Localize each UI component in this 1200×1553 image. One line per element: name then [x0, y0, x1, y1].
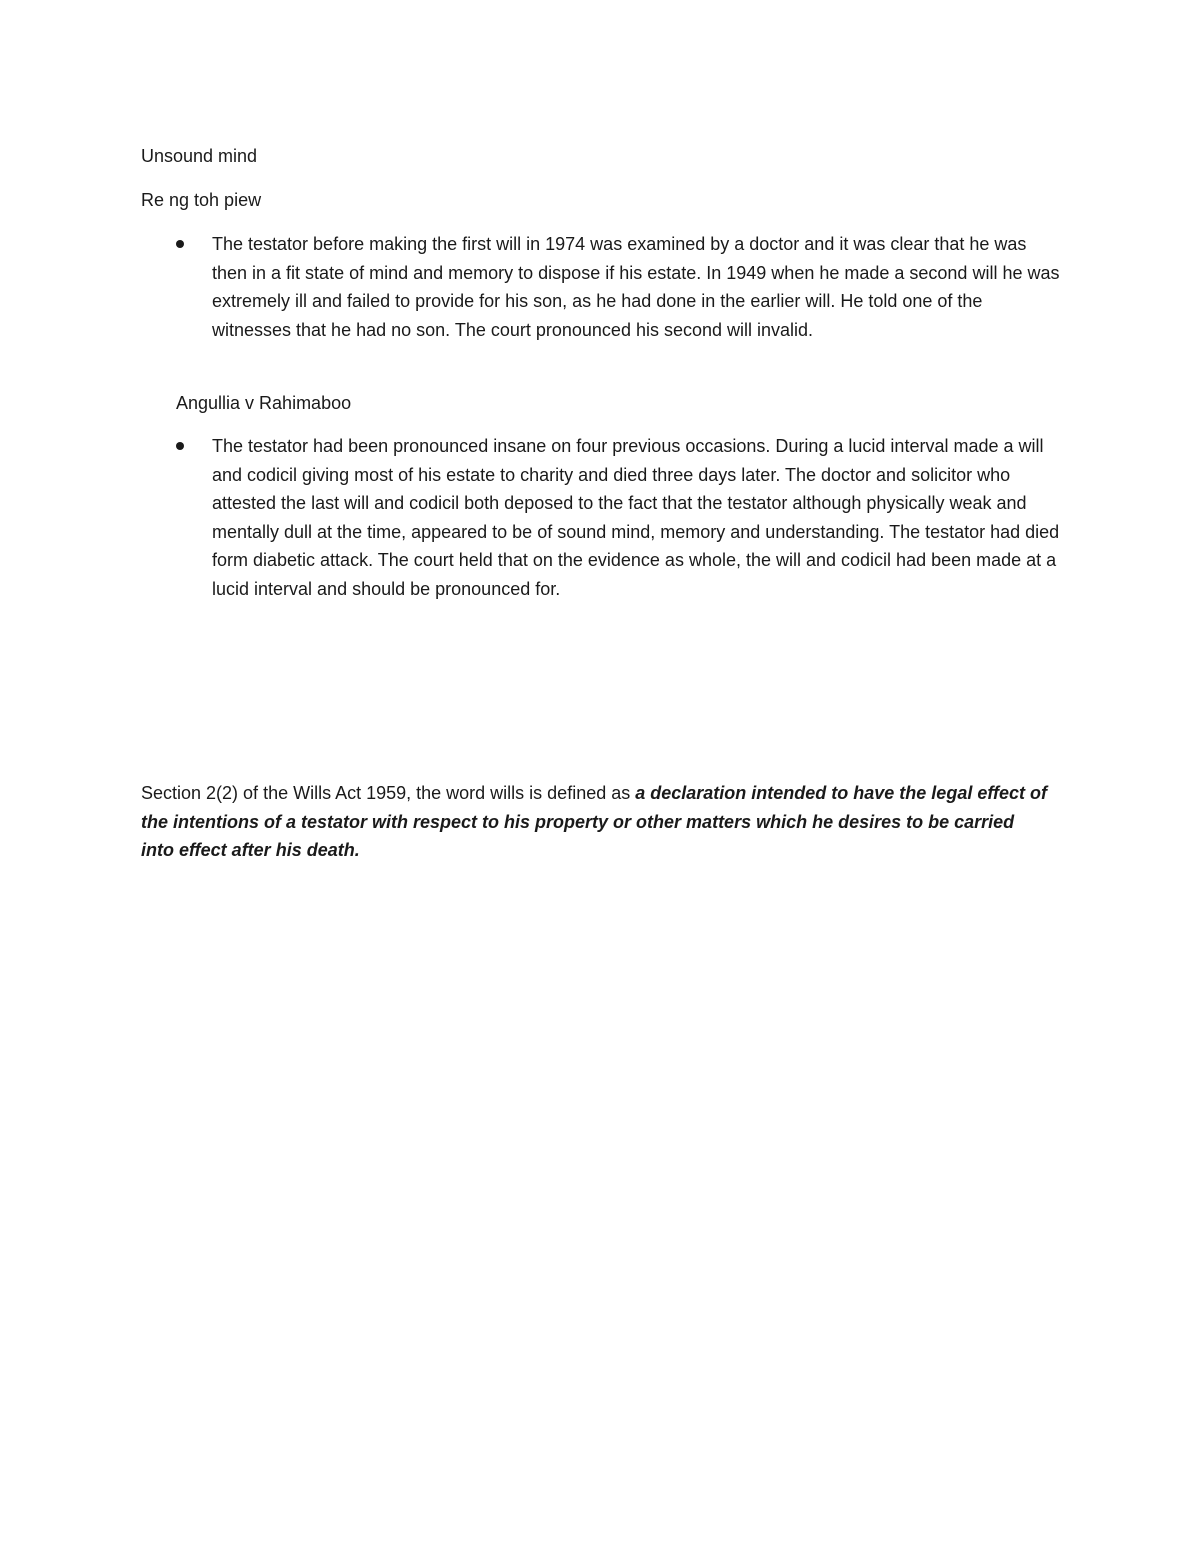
case-title-angullia-v-rahimaboo: Angullia v Rahimaboo [176, 393, 352, 413]
wills-act-definition [141, 779, 1051, 865]
case-title-re-ng-toh-piew: Re ng toh piew [141, 190, 262, 210]
case-2-summary: The testator had been pronounced insane on four previous occasions. During a lucid interval made a will and codicil giving most of his estate to charity and died three days later. The doctor and solicitor who attested the last will and codicil both deposed to the fact that the testator although physically weak and mentally dull at the time, appeared to be of sound mind, memory and understanding. The testator had died form diabetic attack. The court held that on the evidence as whole, the will and codicil had been made at a lucid interval and should be pronounced for. [212, 436, 1060, 599]
definition-intro: Section 2(2) of the Wills Act 1959, the word wills is defined as [141, 783, 636, 803]
case-1-summary: The testator before making the first will in 1974 was examined by a doctor and it was clear that he was then in a fit state of mind and memory to dispose if his estate. In 1949 when he made a second will he was extremely ill and failed to provide for his son, as he had done in the earlier will. He told one of the witnesses that he had no son. The court pronounced his second will invalid. [212, 234, 1060, 340]
definition-emphasis: a declaration intended to have the legal effect of the intentions of a testator with respect to his property or other matters which he desires to be carried into effect after his death. [141, 783, 1048, 860]
bullet-icon [176, 442, 184, 450]
bullet-icon [176, 240, 184, 248]
heading-unsound-mind: Unsound mind [141, 146, 258, 166]
